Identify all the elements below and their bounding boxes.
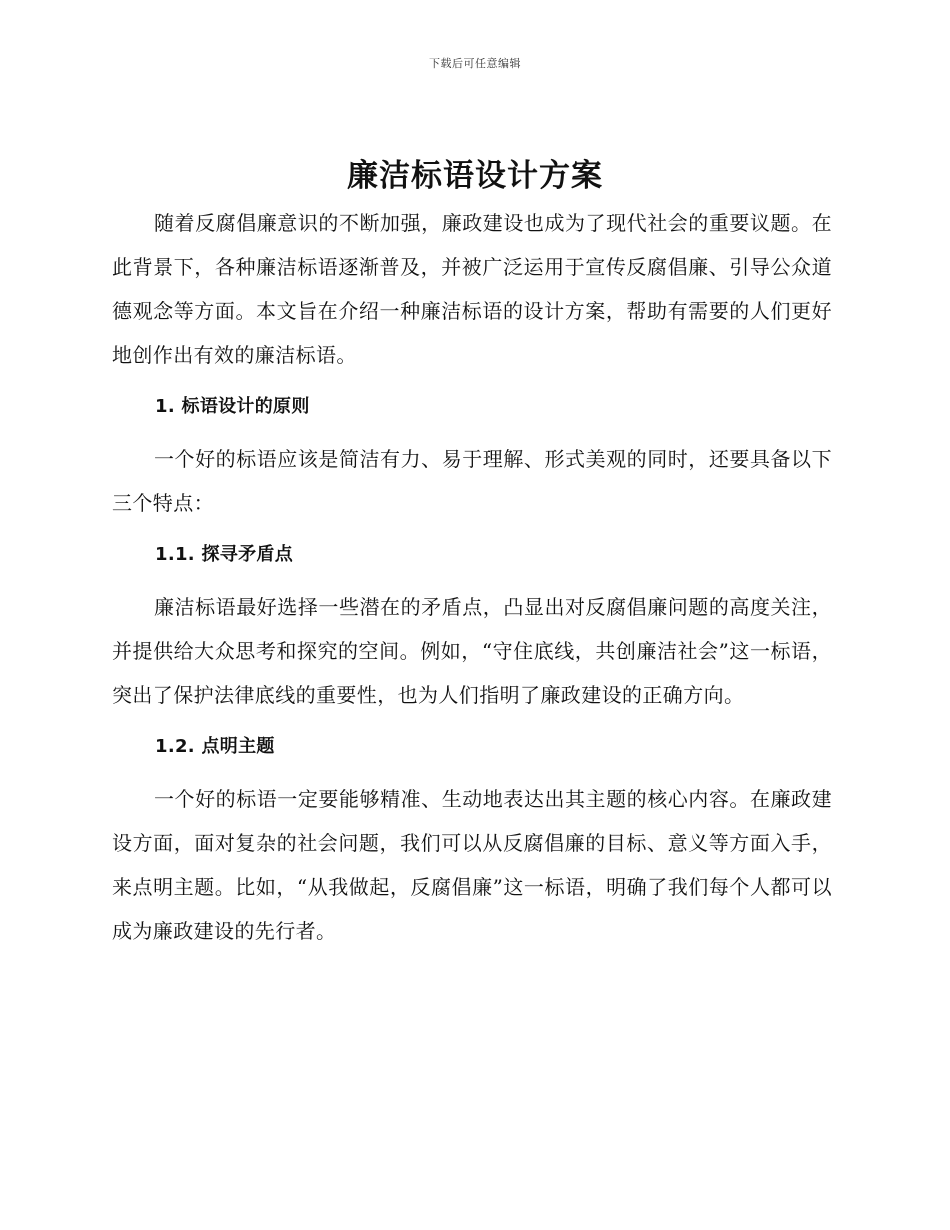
document-title: 廉洁标语设计方案 (347, 158, 603, 194)
header-note: 下载后可任意编辑 (429, 57, 521, 70)
section-heading-theme: 1.2. 点明主题 (155, 736, 275, 757)
document-body (112, 201, 832, 953)
section-paragraph-contradiction: 廉洁标语最好选择一些潜在的矛盾点，凸显出对反腐倡廉问题的高度关注，并提供给大众思考和探究的空间。例如，“守住底线，共创廉洁社会”这一标语，突出了保护法律底线的重要性，也为人们指明了廉政建设的正确方向。 (112, 595, 832, 707)
section-heading-principles: 1. 标语设计的原则 (155, 396, 310, 417)
section-paragraph-theme: 一个好的标语一定要能够精准、生动地表达出其主题的核心内容。在廉政建设方面，面对复杂的社会问题，我们可以从反腐倡廉的目标、意义等方面入手，来点明主题。比如，“从我做起，反腐倡廉”这一标语，明确了我们每个人都可以成为廉政建设的先行者。 (112, 787, 832, 943)
section-paragraph-principles: 一个好的标语应该是简洁有力、易于理解、形式美观的同时，还要具备以下三个特点： (112, 447, 832, 515)
section-heading-contradiction: 1.1. 探寻矛盾点 (155, 544, 293, 565)
intro-paragraph: 随着反腐倡廉意识的不断加强，廉政建设也成为了现代社会的重要议题。在此背景下，各种廉洁标语逐渐普及，并被广泛运用于宣传反腐倡廉、引导公众道德观念等方面。本文旨在介绍一种廉洁标语的设计方案，帮助有需要的人们更好地创作出有效的廉洁标语。 (112, 211, 832, 367)
